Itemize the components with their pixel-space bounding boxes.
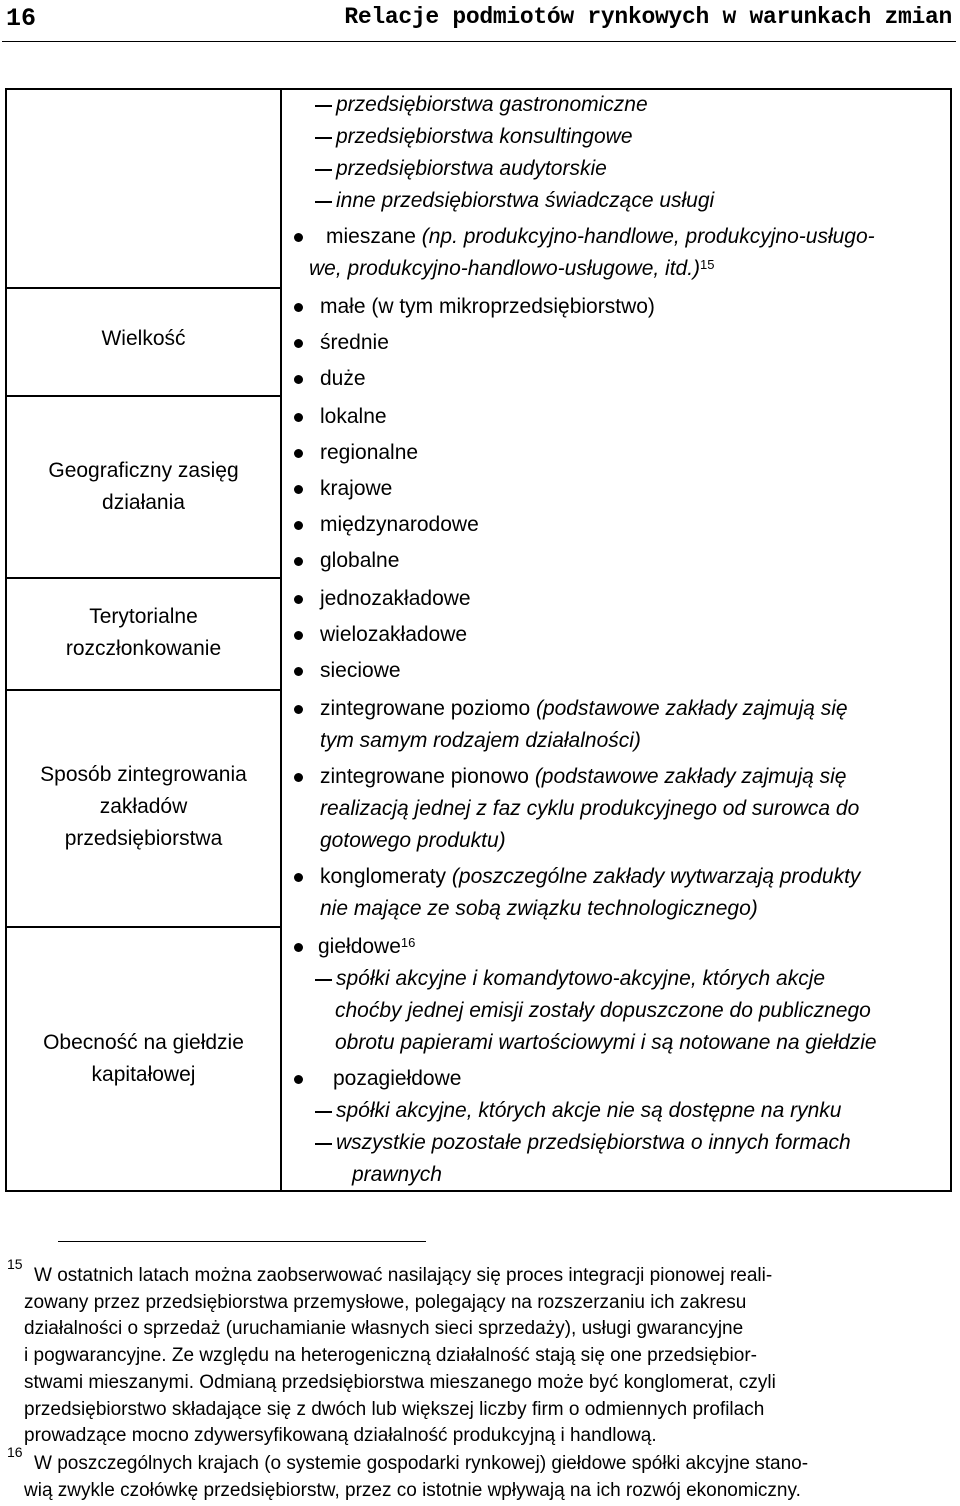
terr-item-multi: wielozakładowe bbox=[320, 623, 468, 646]
item-mixed-examples: (np. produkcyjno-handlowe, produkcyjno-usługo- bbox=[415, 225, 875, 248]
dash-marker bbox=[315, 1111, 332, 1113]
item-mixed-label: mieszane bbox=[326, 225, 416, 248]
bullet-marker bbox=[294, 595, 303, 604]
terr-item-network: sieciowe bbox=[320, 659, 401, 682]
dash-marker bbox=[315, 979, 332, 981]
bullet-marker bbox=[294, 557, 303, 566]
exch-unlisted-desc-1: spółki akcyjne, których akcje nie są dostępne na rynku bbox=[336, 1099, 842, 1122]
row-separator bbox=[7, 577, 282, 579]
size-item-medium: średnie bbox=[320, 331, 389, 354]
geo-item-local: lokalne bbox=[320, 405, 387, 428]
label-territorial-1: Terytorialne bbox=[89, 605, 198, 628]
item-mixed-examples-cont: we, produkcyjno-handlowo-usługowe, itd.) bbox=[309, 257, 701, 280]
row-separator bbox=[7, 926, 282, 928]
geo-item-international: międzynarodowe bbox=[320, 513, 479, 536]
terr-item-single: jednozakładowe bbox=[320, 587, 471, 610]
label-integration-2: zakładów bbox=[99, 795, 188, 818]
item-consulting: przedsiębiorstwa konsultingowe bbox=[336, 125, 633, 148]
item-other-services: inne przedsiębiorstwa świadczące usługi bbox=[336, 189, 715, 212]
bullet-marker bbox=[294, 485, 303, 494]
item-mixed bbox=[326, 221, 875, 253]
classification-table bbox=[5, 88, 952, 1192]
bullet-marker bbox=[294, 873, 303, 882]
bullet-marker bbox=[294, 413, 303, 422]
footnote-ref-15: 15 bbox=[700, 257, 715, 272]
bullet-marker bbox=[294, 521, 303, 530]
integ-conglomerate-label: konglomeraty bbox=[320, 865, 447, 888]
size-item-small: małe (w tym mikroprzedsiębiorstwo) bbox=[320, 295, 655, 318]
footnote-15-line: W ostatnich latach można zaobserwować nasilający się proces integracji pionowej reali- bbox=[34, 1265, 773, 1286]
integ-vertical-label: zintegrowane pionowo bbox=[320, 765, 529, 788]
label-integration-1: Sposób zintegrowania bbox=[40, 763, 247, 786]
bullet-marker bbox=[294, 1075, 303, 1084]
label-size: Wielkość bbox=[101, 327, 186, 350]
footnote-number-15: 15 bbox=[7, 1256, 23, 1272]
label-geographic-2: działania bbox=[102, 491, 185, 514]
dash-marker bbox=[315, 137, 332, 139]
row-separator bbox=[7, 689, 282, 691]
footnote-rule bbox=[58, 1241, 426, 1242]
page-header bbox=[0, 0, 960, 44]
footnote-15-line: stwami mieszanymi. Odmianą przedsiębiorstwa mieszanego może być konglomerat, czyli bbox=[24, 1371, 776, 1393]
integ-horizontal-label: zintegrowane poziomo bbox=[320, 697, 531, 720]
exch-listed-desc-2: choćby jednej emisji zostały dopuszczone do publicznego bbox=[335, 999, 871, 1022]
footnote-15-line: zowany przez przedsiębiorstwa przemysłowe, polegający na rozszerzaniu ich zakresu bbox=[24, 1291, 747, 1313]
bullet-marker bbox=[294, 233, 303, 242]
integ-vertical-cont-2: gotowego produktu) bbox=[320, 829, 506, 852]
footnote-15 bbox=[24, 1263, 951, 1450]
bullet-marker bbox=[294, 449, 303, 458]
dash-marker bbox=[315, 1143, 332, 1145]
integ-horizontal-desc: (podstawowe zakłady zajmują się bbox=[530, 697, 848, 720]
column-separator bbox=[280, 90, 282, 1190]
label-exchange-2: kapitałowej bbox=[91, 1063, 196, 1086]
exch-listed-label: giełdowe bbox=[318, 935, 401, 958]
footnote-15-line: przedsiębiorstwo składające się z dwóch lub większej liczby firm o odmiennych profilach bbox=[24, 1398, 765, 1420]
dash-marker bbox=[315, 201, 332, 203]
item-audit: przedsiębiorstwa audytorskie bbox=[336, 157, 607, 180]
bullet-marker bbox=[294, 773, 303, 782]
header-rule bbox=[2, 41, 956, 42]
exch-unlisted: pozagiełdowe bbox=[333, 1067, 462, 1090]
footnote-ref-16: 16 bbox=[400, 935, 416, 950]
geo-item-global: globalne bbox=[320, 549, 400, 572]
footnote-16 bbox=[24, 1451, 951, 1504]
integ-horizontal-cont: tym samym rodzajem działalności) bbox=[320, 729, 641, 752]
exch-listed-desc-1: spółki akcyjne i komandytowo-akcyjne, których akcje bbox=[336, 967, 826, 990]
bullet-marker bbox=[294, 705, 303, 714]
bullet-marker bbox=[294, 943, 303, 952]
row-separator bbox=[7, 287, 282, 289]
integ-vertical-desc: (podstawowe zakłady zajmują się bbox=[528, 765, 847, 788]
footnote-15-line: działalności o sprzedaż (uruchamianie własnych sieci sprzedaży), usługi gwarancyjne bbox=[24, 1318, 744, 1340]
footnote-15-line: i pogwarancyjne. Ze względu na heterogeniczną działalność stają się one przedsiębior- bbox=[24, 1345, 757, 1367]
label-geographic-1: Geograficzny zasięg bbox=[48, 459, 239, 482]
page-number: 16 bbox=[6, 4, 37, 33]
label-territorial-2: rozczłonkowanie bbox=[65, 637, 222, 660]
geo-item-regional: regionalne bbox=[320, 441, 419, 464]
label-integration-3: przedsiębiorstwa bbox=[64, 827, 223, 850]
bullet-marker bbox=[294, 303, 303, 312]
row-separator bbox=[7, 395, 282, 397]
exch-unlisted-desc-2: wszystkie pozostałe przedsiębiorstwa o innych formach bbox=[336, 1131, 851, 1154]
item-mixed-cont bbox=[309, 253, 715, 285]
integ-conglomerate-cont: nie mające ze sobą związku technologicznego) bbox=[320, 897, 758, 920]
exch-listed-desc-3: obrotu papierami wartościowymi i są notowane na giełdzie bbox=[335, 1031, 877, 1054]
footnote-16-line: wią zwykle czołówkę przedsiębiorstw, przez co istotnie wpływają na ich rozwój ekonomiczny. bbox=[24, 1479, 801, 1501]
bullet-marker bbox=[294, 375, 303, 384]
bullet-marker bbox=[294, 631, 303, 640]
integ-horizontal bbox=[320, 693, 848, 725]
footnote-15-line: prowadzące mocno zdywersyfikowaną działalność produkcyjną i handlową. bbox=[24, 1425, 657, 1447]
dash-marker bbox=[315, 169, 332, 171]
integ-vertical-cont-1: realizacją jednej z faz cyklu produkcyjnego od surowca do bbox=[320, 797, 860, 820]
geo-item-national: krajowe bbox=[320, 477, 393, 500]
footnote-number-16: 16 bbox=[7, 1444, 23, 1460]
footnote-16-line: W poszczególnych krajach (o systemie gospodarki rynkowej) giełdowe spółki akcyjne stano- bbox=[34, 1453, 809, 1474]
exch-unlisted-desc-3: prawnych bbox=[352, 1163, 442, 1186]
size-item-large: duże bbox=[320, 367, 366, 390]
dash-marker bbox=[315, 105, 332, 107]
label-exchange-1: Obecność na giełdzie bbox=[43, 1031, 244, 1054]
bullet-marker bbox=[294, 339, 303, 348]
integ-conglomerate-desc: (poszczególne zakłady wytwarzają produkty bbox=[446, 865, 861, 888]
integ-conglomerate bbox=[320, 861, 860, 893]
running-title: Relacje podmiotów rynkowych w warunkach zmian bbox=[344, 4, 952, 30]
bullet-marker bbox=[294, 667, 303, 676]
item-gastronomic: przedsiębiorstwa gastronomiczne bbox=[336, 93, 648, 116]
exch-listed bbox=[318, 931, 415, 963]
integ-vertical bbox=[320, 761, 846, 793]
